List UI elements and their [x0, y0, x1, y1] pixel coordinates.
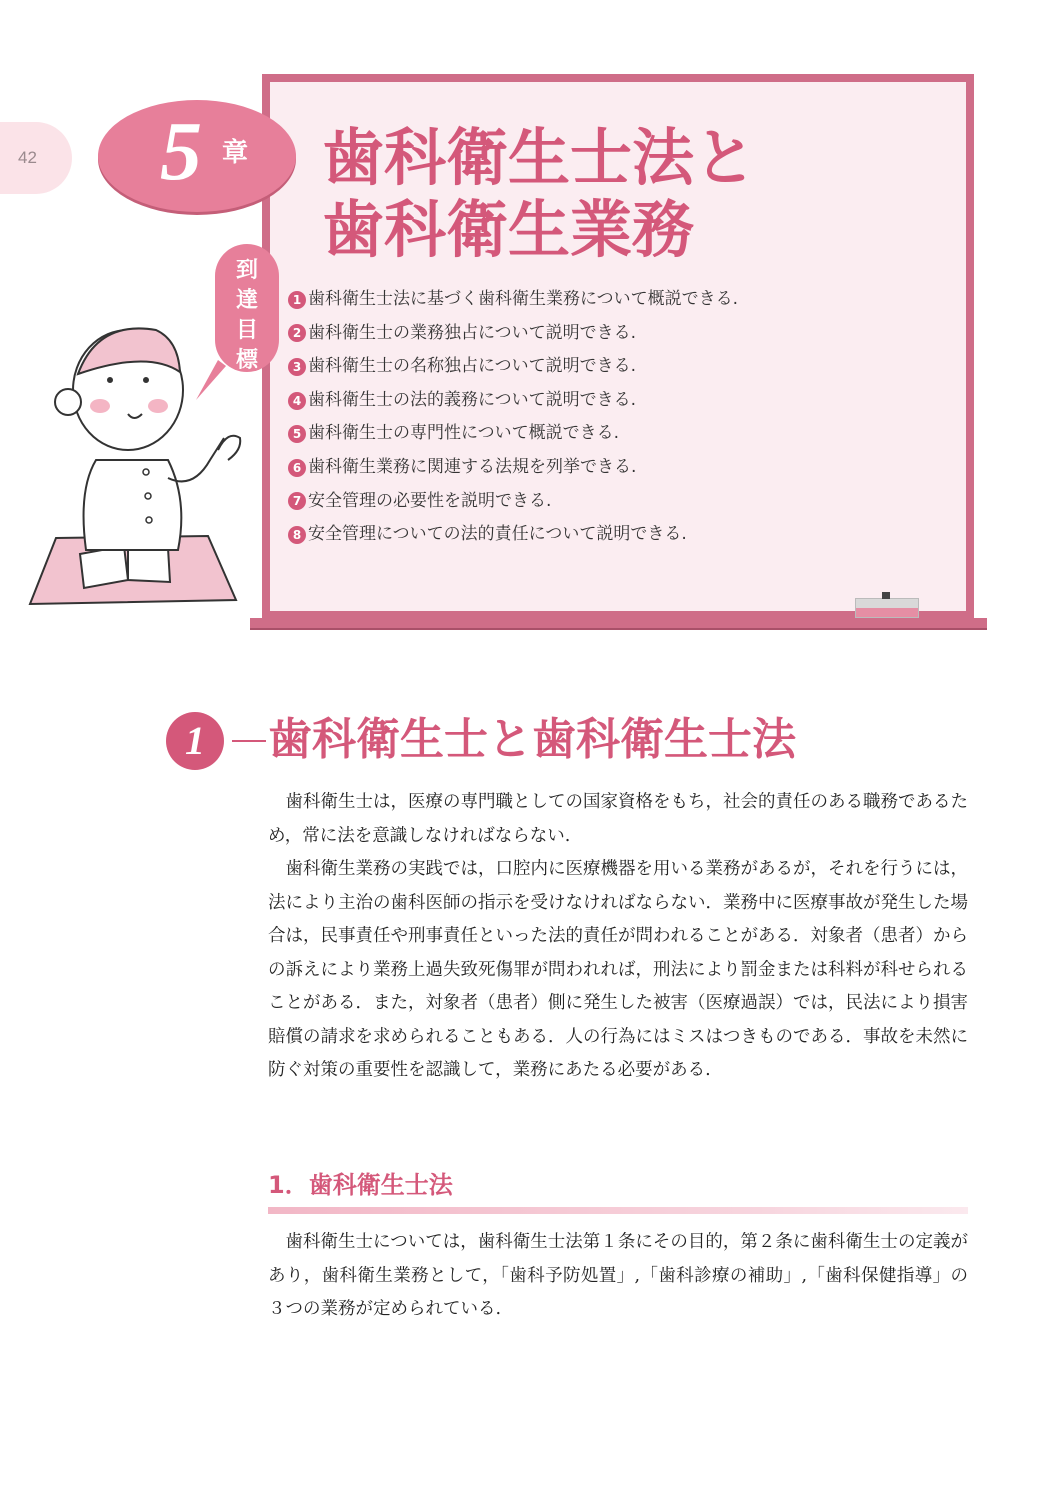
goal-item: 6 歯科衛生業務に関連する法規を列挙できる.: [288, 451, 738, 485]
chapter-title: [322, 122, 942, 266]
section-dash: [232, 740, 266, 742]
goal-number-icon: 3: [288, 358, 306, 376]
chapter-label: 章: [222, 138, 249, 168]
goal-number-icon: 6: [288, 459, 306, 477]
eraser-handle: [882, 592, 890, 599]
learning-goals-list: [288, 283, 738, 552]
goal-number-icon: 2: [288, 324, 306, 342]
paragraph: 歯科衛生業務の実践では，口腔内に医療機器を用いる業務があるが，それを行うには，法により主治の歯科医師の指示を受けなければならない．業務中に医療事故が発生した場合は，民事責任や刑事責任といった法的責任が問われることがある．対象者（患者）からの訴えにより業務上過失致死傷罪が問われれば，刑法により罰金または科料が科せられることがある．また，対象者（患者）側に発生した被害（医療過誤）では，民法により損害賠償の請求を求められることもある．人の行為にはミスはつきものである．事故を未然に防ぐ対策の重要性を認識して，業務にあたる必要がある.: [268, 859, 968, 1080]
goal-number-icon: 5: [288, 425, 306, 443]
section-number: 1: [185, 718, 205, 763]
goals-label: 到 達 目 標: [235, 258, 258, 373]
chapter-title-line: 歯科衛生業務: [322, 193, 695, 266]
section-title: 歯科衛生士と歯科衛生士法: [268, 714, 796, 765]
goal-item: 8 安全管理についての法的責任について説明できる.: [288, 518, 738, 552]
page-number: 42: [18, 148, 37, 167]
section-body: [268, 786, 968, 1088]
goal-number-icon: 1: [288, 291, 306, 309]
goal-item: 4 歯科衛生士の法的義務について説明できる.: [288, 384, 738, 418]
chapter-title-line: 歯科衛生士法と: [322, 121, 757, 194]
goal-item: 2 歯科衛生士の業務独占について説明できる.: [288, 317, 738, 351]
paragraph: 歯科衛生士は，医療の専門職としての国家資格をもち，社会的責任のある職務であるため，常に法を意識しなければならない.: [268, 792, 968, 846]
goal-item: 1 歯科衛生士法に基づく歯科衛生業務について概説できる.: [288, 283, 738, 317]
blackboard-ledge: [250, 618, 987, 630]
subsection-body: [268, 1226, 968, 1327]
goal-number-icon: 4: [288, 392, 306, 410]
goal-item: 7 安全管理の必要性を説明できる.: [288, 485, 738, 519]
chapter-number: 5: [160, 105, 202, 198]
goal-number-icon: 7: [288, 492, 306, 510]
subsection-underline: [268, 1207, 968, 1214]
paragraph: 歯科衛生士については，歯科衛生士法第１条にその目的，第２条に歯科衛生士の定義があり，歯科衛生業務として，「歯科予防処置」,「歯科診療の補助」,「歯科保健指導」の３つの業務が定められている.: [268, 1232, 968, 1319]
subsection-title: 1．歯科衛生士法: [268, 1171, 453, 1199]
eraser-icon: [855, 598, 919, 618]
goal-item: 5 歯科衛生士の専門性について概説できる.: [288, 417, 738, 451]
dental-hygienist-illustration: [28, 310, 248, 610]
goal-number-icon: 8: [288, 526, 306, 544]
goal-item: 3 歯科衛生士の名称独占について説明できる.: [288, 350, 738, 384]
